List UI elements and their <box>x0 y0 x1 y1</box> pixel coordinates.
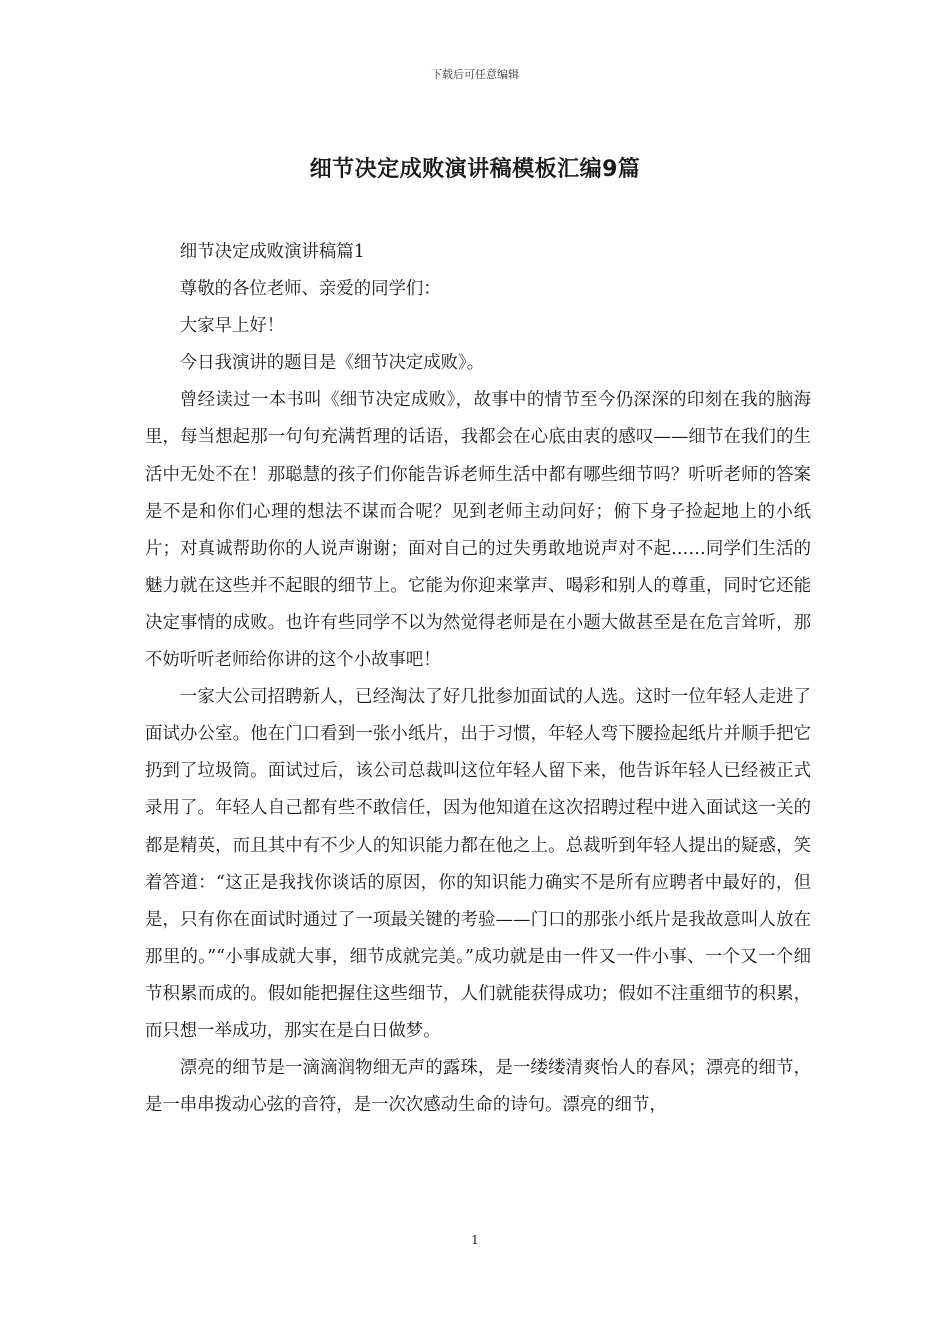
greeting: 大家早上好！ <box>179 316 285 337</box>
document-title: 细节决定成败演讲稿模板汇编9篇 <box>309 157 641 182</box>
page-number: 1 <box>471 1233 479 1247</box>
body-paragraph: 一家大公司招聘新人，已经淘汰了好几批参加面试的人选。这时一位年轻人走进了面试办公室。他在门口看到一张小纸片，出于习惯，年轻人弯下腰捡起纸片并顺手把它扔到了垃圾筒。面试过后，该公司总裁叫这位年轻人留下来，他告诉年轻人已经被正式录用了。年轻人自己都有些不敢信任，因为他知道在这次招聘过程中进入面试这一关的都是精英，而且其中有不少人的知识能力都在他之上。总裁听到年轻人提出的疑惑，笑着答道：“这正是我找你谈话的原因，你的知识能力确实不是所有应聘者中最好的，但是，只有你在面试时通过了一项最关键的考验——门口的那张小纸片是我故意叫人放在那里的。”“小事成就大事，细节成就完美。”成功就是由一件又一件小事、一个又一个细节积累而成的。假如能把握住这些细节，人们就能获得成功；假如不注重细节的积累，而只想一举成功，那实在是白日做梦。 <box>145 687 811 1041</box>
header-note: 下载后可任意编辑 <box>431 68 519 81</box>
salutation: 尊敬的各位老师、亲爱的同学们： <box>179 279 441 300</box>
topic-line: 今日我演讲的题目是《细节决定成败》。 <box>179 353 485 374</box>
body-paragraph: 漂亮的细节是一滴滴润物细无声的露珠，是一缕缕清爽怡人的春风；漂亮的细节，是一串串拨动心弦的音符，是一次次感动生命的诗句。漂亮的细节， <box>145 1058 811 1116</box>
document-body <box>145 234 811 1124</box>
body-paragraph: 曾经读过一本书叫《细节决定成败》，故事中的情节至今仍深深的印刻在我的脑海里，每当想起那一句句充满哲理的话语，我都会在心底由衷的感叹——细节在我们的生活中无处不在！那聪慧的孩子们你能告诉老师生活中都有哪些细节吗？听听老师的答案是不是和你们心理的想法不谋而合呢？见到老师主动问好；俯下身子捡起地上的小纸片；对真诚帮助你的人说声谢谢；面对自己的过失勇敢地说声对不起……同学们生活的魅力就在这些并不起眼的细节上。它能为你迎来掌声、喝彩和别人的尊重，同时它还能决定事情的成败。也许有些同学不以为然觉得老师是在小题大做甚至是在危言耸听，那不妨听听老师给你讲的这个小故事吧！ <box>145 390 811 671</box>
section-heading: 细节决定成败演讲稿篇1 <box>179 242 365 262</box>
